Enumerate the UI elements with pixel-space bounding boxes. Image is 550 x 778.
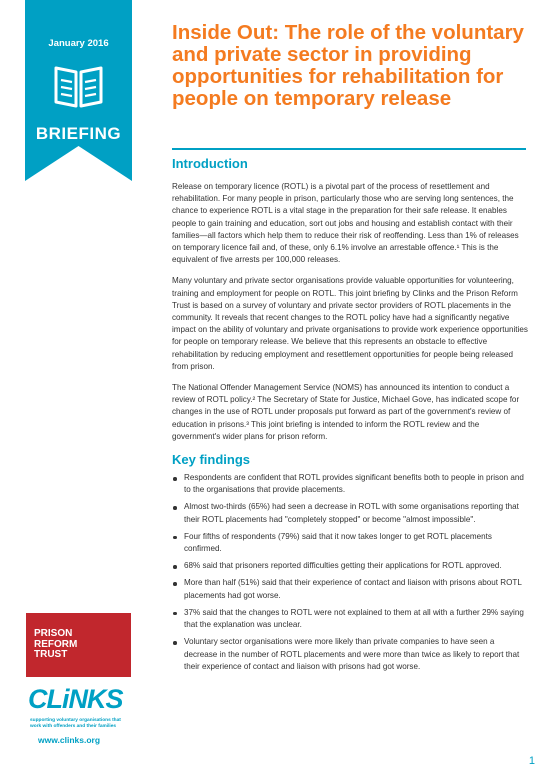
title-divider [172,148,526,150]
page-number: 1 [528,755,535,767]
intro-paragraph: Many voluntary and private sector organisations provide valuable opportunities for volunteering, training and employment for people on ROTL. This joint briefing by Clinks and the Prison Reform Trust is based on a survey of voluntary and private sector providers of ROTL placements in the community. It reveals that recent changes to the ROTL policy have had a significantly negative impact on the ability of voluntary and private organisations to provide work experience opportunities for people on temporary release. We believe that this represents an obstacle to effective rehabilitation by reducing employment and resettlement opportunities for people being released from prison. [172,276,528,371]
introduction-heading: Introduction [172,156,248,171]
page-title: Inside Out: The role of the voluntary and private sector in providing opportunities for rehabilitation for people on temporary release [172,21,524,110]
briefing-date: January 2016 [48,38,109,49]
bullet-icon [173,477,177,481]
finding-text: 37% said that the changes to ROTL were not explained to them at all with a further 29% saying that the explanation was unclear. [184,607,524,630]
intro-paragraph: The National Offender Management Service (NOMS) has announced its intention to conduct a review of ROTL policy.² The Secretary of State for Justice, Michael Gove, has indicated scope for changes in the use of ROTL under proposals put forward as part of the government's review of education in prisons.³ This joint briefing is intended to inform the ROTL review and the government's wider plans for prison reform. [172,383,520,441]
list-item [172,607,528,631]
bullet-icon [173,506,177,510]
list-item [172,531,528,555]
list-item [172,560,528,572]
finding-text: Respondents are confident that ROTL provides significant benefits both to people in prison and to the organisations that provide placements. [184,473,524,495]
bullet-icon [173,641,177,645]
clinks-logo: CLiNKS [28,684,123,714]
bullet-icon [173,536,177,540]
bullet-icon [173,612,177,616]
bullet-icon [173,565,177,569]
bullet-icon [173,582,177,586]
clinks-tagline: supporting voluntary organisations that work with offenders and their families [30,718,121,729]
finding-text: Almost two-thirds (65%) had seen a decrease in ROTL with some organisations reporting that their ROTL placements had "completely stopped" or become "almost impossible". [184,502,519,524]
list-item [172,636,528,673]
list-item [172,501,528,525]
list-item [172,472,528,496]
prison-reform-trust-logo [26,613,131,677]
clinks-url: www.clinks.org [38,735,101,745]
list-item [172,577,528,601]
briefing-ribbon [25,0,132,181]
intro-paragraph: Release on temporary licence (ROTL) is a pivotal part of the process of resettlement and rehabilitation. For many people in prison, particularly those who are serving long sentences, the chance to experience ROTL is a vital stage in the preparation for their safe release. It enables people to gain training and education, sort out jobs and housing and establish contact with their families—all factors which help them to reduce their risk of reoffending. Less than 1% of releases on temporary licence fail and, of these, only 6.1% involve an arrestable offence.¹ This is the equivalent of five arrests per 100,000 releases. [172,182,519,265]
prt-logo-text: PRISON REFORM TRUST [34,628,78,660]
finding-text: More than half (51%) said that their experience of contact and liaison with prisons about ROTL placements had got worse. [184,578,522,600]
briefing-label: BRIEFING [35,124,122,143]
finding-text: Four fifths of respondents (79%) said that it now takes longer to get ROTL placements confirmed. [184,531,492,554]
main-content [172,156,528,678]
finding-text: Voluntary sector organisations were more likely than private companies to have seen a decrease in the number of ROTL placements and were more than twice as likely to report that their experience of contact and liaison with prisons had got worse. [184,637,520,671]
finding-text: 68% said that prisoners reported difficulties getting their applications for ROTL approved. [184,561,502,571]
key-findings-heading: Key findings [172,452,251,468]
key-findings-list [172,472,528,673]
